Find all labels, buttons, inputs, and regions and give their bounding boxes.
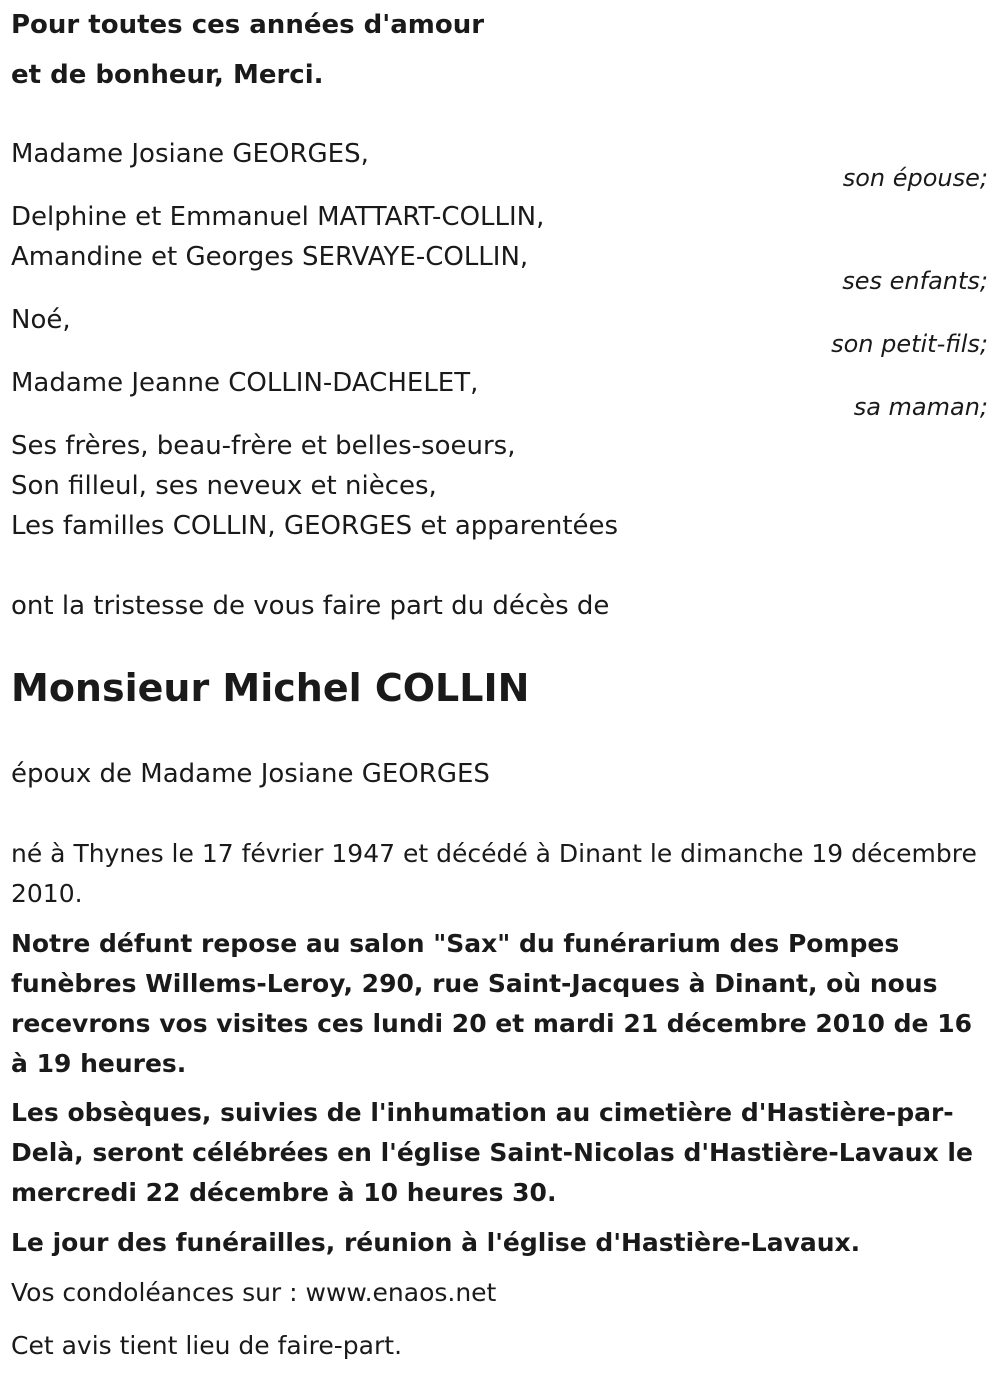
header-line-1: Pour toutes ces années d'amour — [11, 10, 485, 40]
grandson-name: Noé, — [11, 305, 71, 335]
godson-line: Son filleul, ses neveux et nièces, — [11, 471, 437, 501]
deceased-name: Monsieur Michel COLLIN — [11, 666, 530, 710]
viewing-info: Notre défunt repose au salon "Sax" du funérarium des Pompes funèbres Willems-Leroy, 290, rue Saint-Jacques à Dinant, où nous recevrons vos visites ces lundi 20 et mardi 21 décembre 2010 de 16 à 19 heures. — [11, 929, 972, 1078]
spouse-of-line: époux de Madame Josiane GEORGES — [11, 759, 490, 789]
birth-death-dates: né à Thynes le 17 février 1947 et décédé à Dinant le dimanche 19 décembre 2010. — [11, 839, 977, 908]
meeting-info: Le jour des funérailles, réunion à l'église d'Hastière-Lavaux. — [11, 1228, 861, 1257]
grandson-relation: son petit-fils; — [831, 330, 988, 358]
spouse-name: Madame Josiane GEORGES, — [11, 139, 369, 169]
siblings-line: Ses frères, beau-frère et belles-soeurs, — [11, 431, 516, 461]
notice-line: Cet avis tient lieu de faire-part. — [11, 1331, 403, 1360]
funeral-info: Les obsèques, suivies de l'inhumation au cimetière d'Hastière-par-Delà, seront célébrées en l'église Saint-Nicolas d'Hastière-Lavaux le mercredi 22 décembre à 10 heures 30. — [11, 1098, 973, 1207]
child-1-name: Delphine et Emmanuel MATTART-COLLIN, — [11, 202, 545, 232]
header-line-2: et de bonheur, Merci. — [11, 60, 324, 90]
children-relation: ses enfants; — [842, 267, 988, 295]
spouse-relation: son épouse; — [842, 164, 988, 192]
mother-relation: sa maman; — [853, 393, 988, 421]
child-2-name: Amandine et Georges SERVAYE-COLLIN, — [11, 242, 529, 272]
families-line: Les familles COLLIN, GEORGES et apparentées — [11, 511, 619, 541]
announcement: ont la tristesse de vous faire part du décès de — [11, 591, 610, 621]
mother-name: Madame Jeanne COLLIN-DACHELET, — [11, 368, 479, 398]
condolences-info: Vos condoléances sur : www.enaos.net — [11, 1278, 497, 1307]
